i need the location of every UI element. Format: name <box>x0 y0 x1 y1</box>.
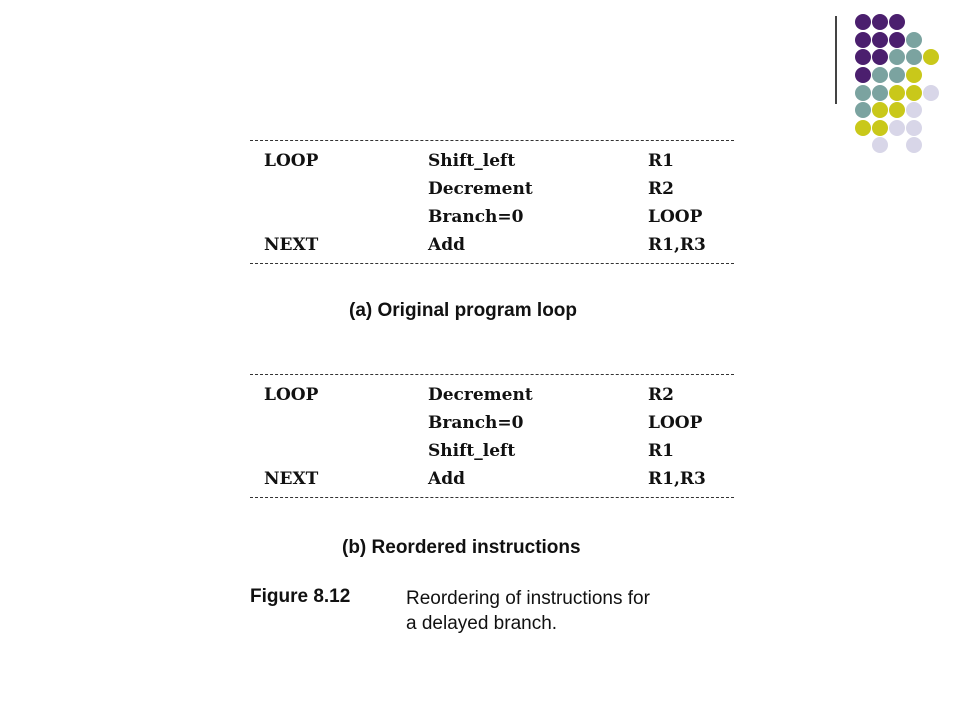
row-label: NEXT <box>264 235 319 255</box>
decorative-dot-grid <box>0 0 960 160</box>
dot <box>906 49 922 65</box>
dot <box>855 85 871 101</box>
row-instruction: Add <box>428 235 465 255</box>
row-operand: R1,R3 <box>648 469 706 489</box>
dot <box>906 102 922 118</box>
dot <box>889 49 905 65</box>
reordered-program-listing <box>248 374 736 498</box>
row-operand: R2 <box>648 179 674 199</box>
row-instruction: Shift_left <box>428 441 516 461</box>
dot <box>855 67 871 83</box>
dot <box>889 67 905 83</box>
row-instruction: Branch=0 <box>428 207 524 227</box>
row-operand: R2 <box>648 385 674 405</box>
dot <box>906 85 922 101</box>
row-label: LOOP <box>264 385 319 405</box>
dot <box>855 102 871 118</box>
dot <box>872 32 888 48</box>
table-row <box>248 409 736 437</box>
dot <box>889 14 905 30</box>
dot <box>872 102 888 118</box>
table-row <box>248 203 736 231</box>
table-row <box>248 381 736 409</box>
figure-number: Figure 8.12 <box>250 586 351 607</box>
table-row <box>248 437 736 465</box>
original-program-listing <box>248 140 736 264</box>
caption-reordered-instructions: (b) Reordered instructions <box>342 537 581 558</box>
dot <box>872 14 888 30</box>
dot <box>855 120 871 136</box>
table-row <box>248 147 736 175</box>
dot <box>906 67 922 83</box>
dot <box>906 120 922 136</box>
dot <box>889 85 905 101</box>
dot <box>889 120 905 136</box>
dot <box>855 14 871 30</box>
row-operand: LOOP <box>648 413 703 433</box>
dot <box>906 137 922 153</box>
dot <box>923 85 939 101</box>
row-instruction: Decrement <box>428 179 533 199</box>
row-operand: R1,R3 <box>648 235 706 255</box>
row-label: LOOP <box>264 151 319 171</box>
table-rule-bottom <box>250 497 734 498</box>
dot <box>872 67 888 83</box>
row-instruction: Branch=0 <box>428 413 524 433</box>
row-operand: LOOP <box>648 207 703 227</box>
figure-caption <box>406 586 736 636</box>
table-row <box>248 465 736 493</box>
dot <box>923 49 939 65</box>
dot <box>855 49 871 65</box>
caption-original-loop: (a) Original program loop <box>349 300 578 321</box>
row-label: NEXT <box>264 469 319 489</box>
dot <box>872 120 888 136</box>
dot <box>889 32 905 48</box>
dot <box>872 85 888 101</box>
dot <box>872 137 888 153</box>
row-instruction: Decrement <box>428 385 533 405</box>
figure-caption-line: Reordering of instructions for <box>406 588 650 609</box>
divider-line <box>835 16 837 104</box>
row-operand: R1 <box>648 441 674 461</box>
table-rule-bottom <box>250 263 734 264</box>
row-instruction: Shift_left <box>428 151 516 171</box>
dot <box>889 102 905 118</box>
row-operand: R1 <box>648 151 674 171</box>
dot <box>906 32 922 48</box>
table-row <box>248 231 736 259</box>
figure-caption-line: a delayed branch. <box>406 613 558 634</box>
dot <box>855 32 871 48</box>
dot <box>872 49 888 65</box>
row-instruction: Add <box>428 469 465 489</box>
table-row <box>248 175 736 203</box>
